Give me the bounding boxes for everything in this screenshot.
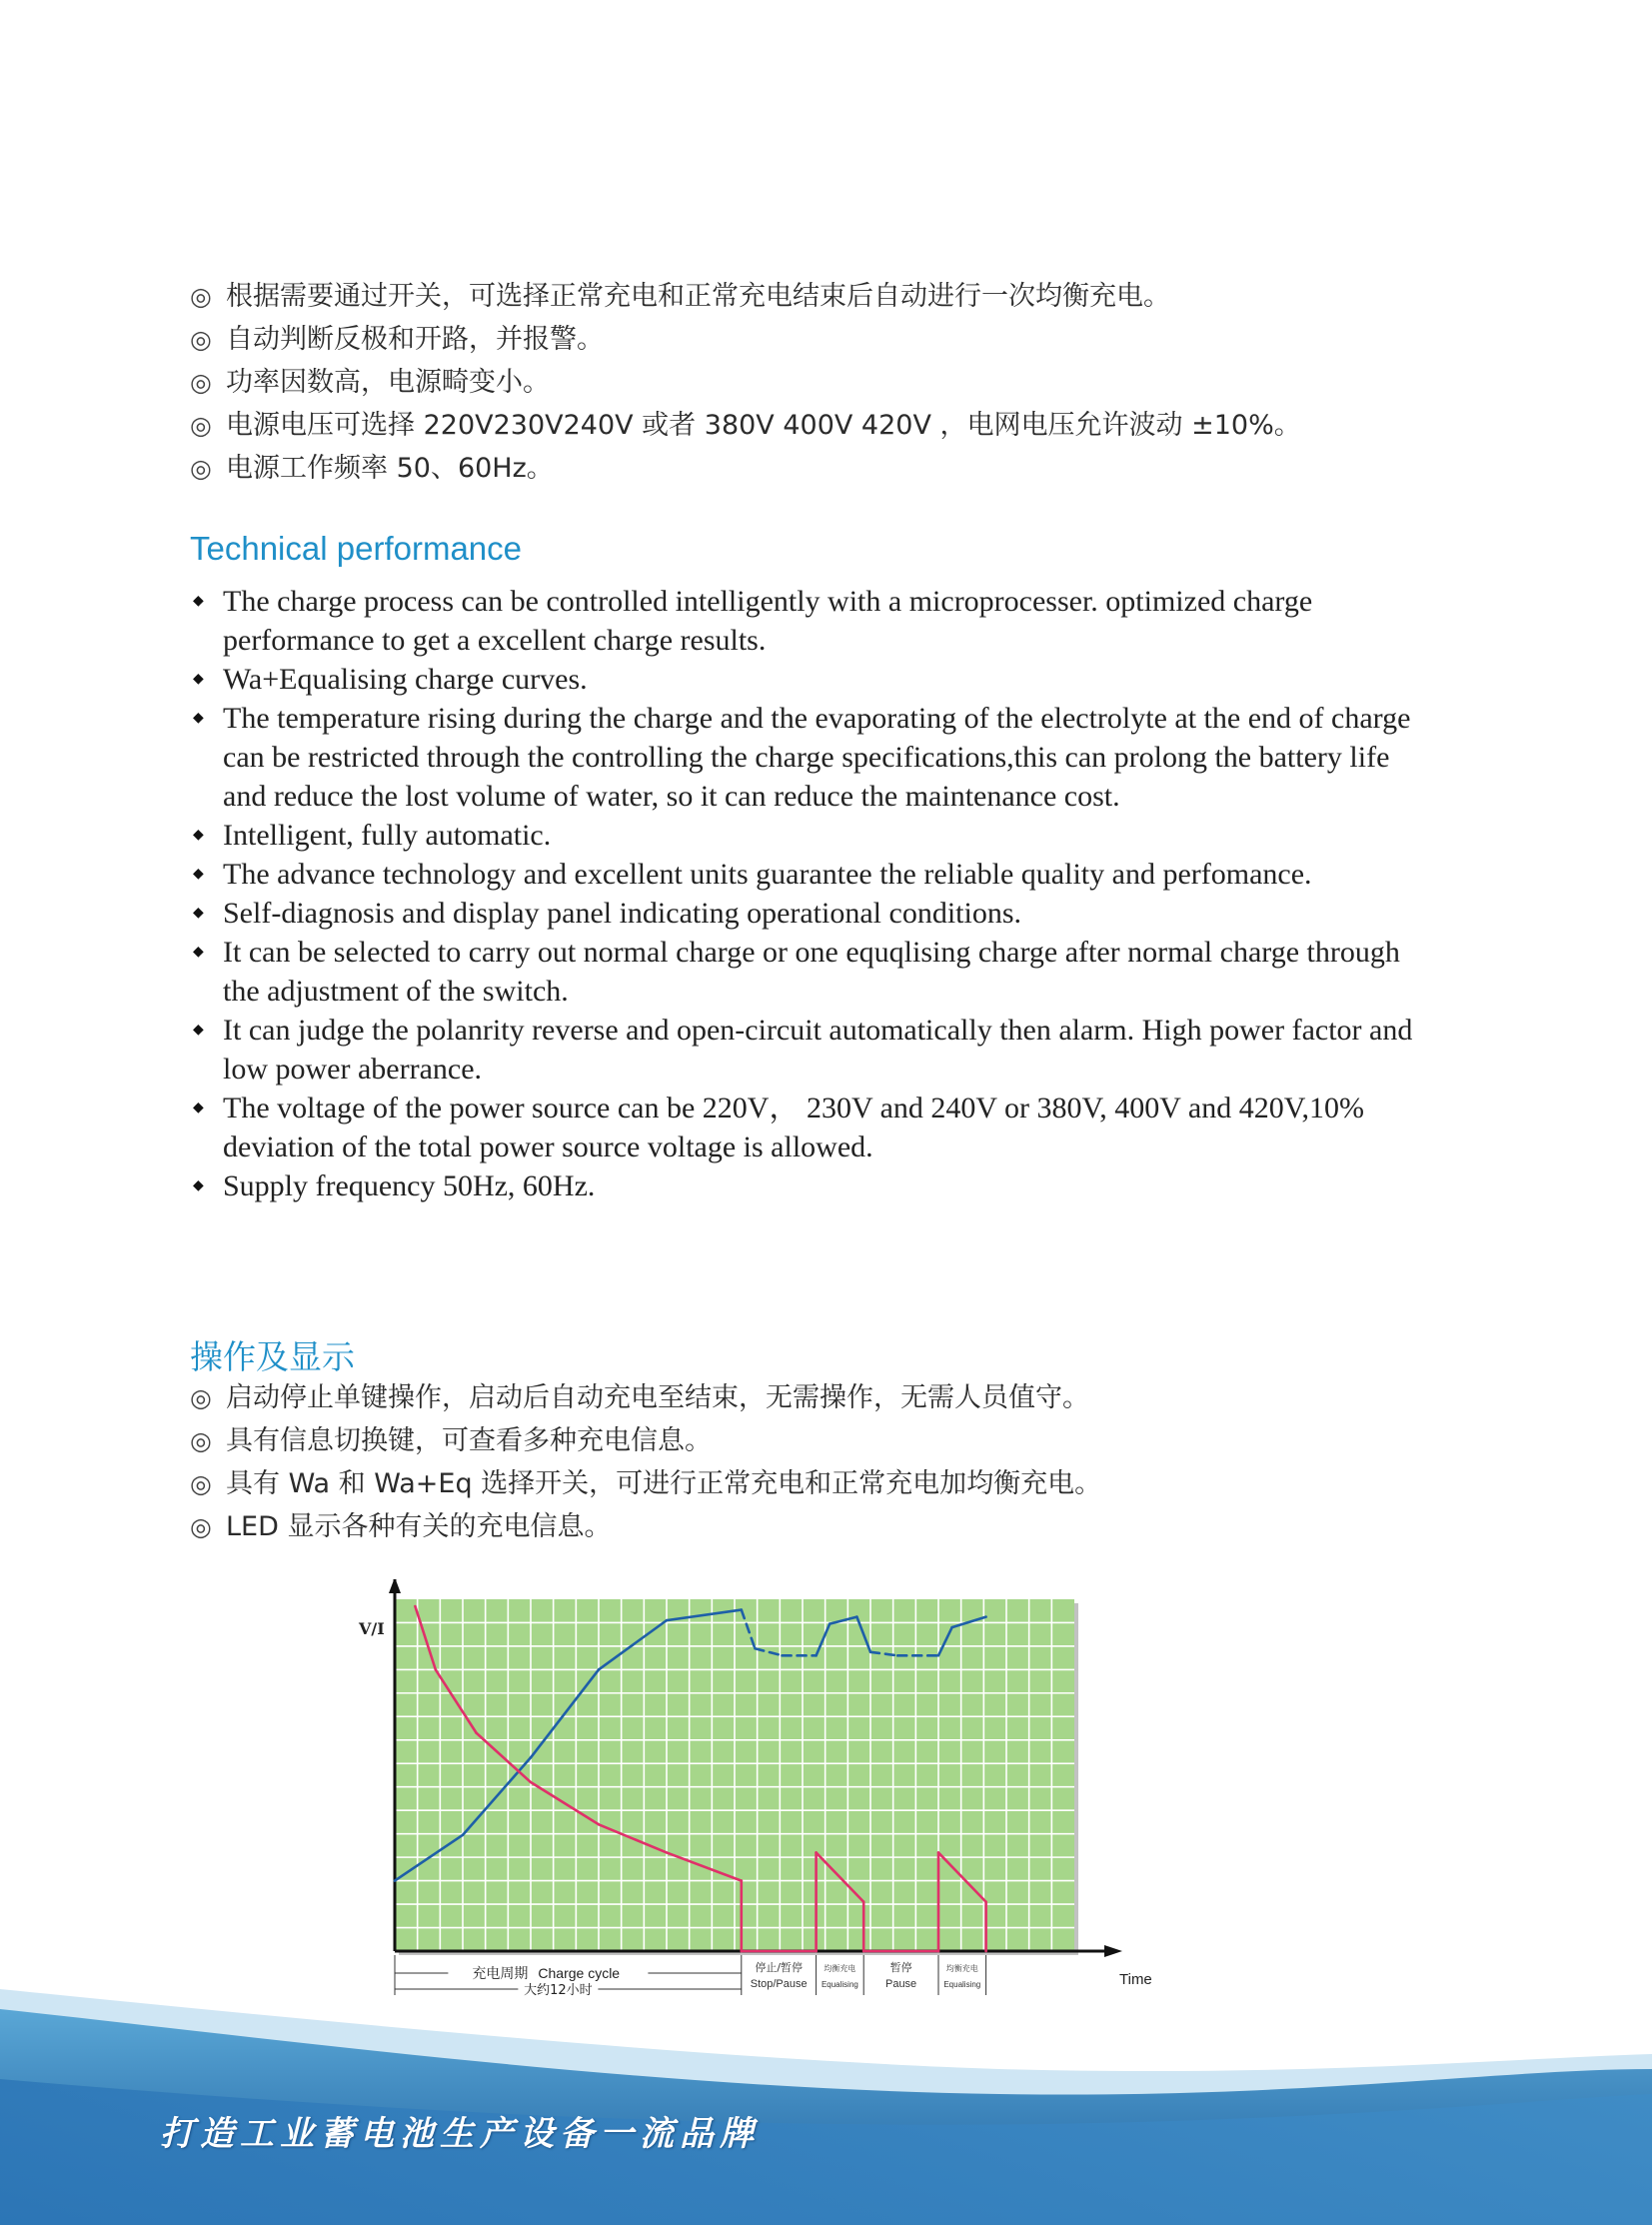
phase-label-cn: 均衡充电 xyxy=(824,1964,856,1973)
phase-label-en: Equalising xyxy=(821,1980,858,1989)
tech-item: ◆ The voltage of the power source can be 220V， 230V and 240V or 380V, 400V and 420V,10% deviation of the total power source voltage is allowed. xyxy=(190,1089,1439,1166)
list-item-text: 启动停止单键操作，启动后自动充电至结束，无需操作，无需人员值守。 xyxy=(226,1382,1089,1413)
feature-item-cn xyxy=(190,404,1301,447)
operation-item xyxy=(190,1505,1101,1548)
circle-bullet-icon: ◎ xyxy=(190,325,212,354)
list-item-text: 功率因数高，电源畸变小。 xyxy=(226,367,550,398)
features-cn-list xyxy=(190,275,1301,490)
phase-label-cn: 暂停 xyxy=(889,1961,912,1974)
circle-bullet-icon: ◎ xyxy=(190,1512,212,1541)
tech-item: ◆ Supply frequency 50Hz, 60Hz. xyxy=(190,1166,1439,1205)
operation-item xyxy=(190,1462,1101,1505)
circle-bullet-icon: ◎ xyxy=(190,1426,212,1455)
list-item-text: LED 显示各种有关的充电信息。 xyxy=(226,1511,612,1542)
circle-bullet-icon: ◎ xyxy=(190,411,212,440)
circle-bullet-icon: ◎ xyxy=(190,1383,212,1412)
phase-label-en: Pause xyxy=(884,1978,917,1990)
y-axis-arrow xyxy=(389,1579,401,1593)
phase-label-en: Stop/Pause xyxy=(750,1978,808,1990)
charge-curve-chart xyxy=(340,1579,1179,1999)
list-item-text: 电源工作频率 50、60Hz。 xyxy=(226,453,554,484)
tech-performance-list xyxy=(190,582,1439,1205)
list-item-text: 自动判断反极和开路，并报警。 xyxy=(226,324,604,355)
x-axis-arrow xyxy=(1104,1945,1122,1957)
tech-item: ◆ Wa+Equalising charge curves. xyxy=(190,660,1439,699)
tech-item: ◆ It can be selected to carry out normal charge or one equqlising charge after normal charge through the adjustment of the switch. xyxy=(190,933,1439,1011)
phase-duration: 大约12小时 xyxy=(524,1983,593,1998)
x-axis-label: Time xyxy=(1119,1971,1152,1988)
operation-display-title: 操作及显示 xyxy=(190,1338,355,1375)
operation-item xyxy=(190,1376,1101,1419)
tech-item: ◆ It can judge the polanrity reverse and open-circuit automatically then alarm. High power factor and low power aberrance. xyxy=(190,1011,1439,1089)
y-axis-label: V/I xyxy=(359,1619,385,1638)
tech-item: ◆ The advance technology and excellent units guarantee the reliable quality and perfomance. xyxy=(190,855,1439,894)
phase-label-en: Equalising xyxy=(943,1980,981,1989)
phase-label-cn: 均衡充电 xyxy=(945,1964,978,1973)
tech-performance-title: Technical performance xyxy=(190,530,522,567)
tech-item: ◆ The temperature rising during the charge and the evaporating of the electrolyte at the end of charge can be restricted through the controlling the charge specifications,this can prolong the battery life and reduce the lost volume of water, so it can reduce the maintenance cost. xyxy=(190,699,1439,816)
feature-item-cn xyxy=(190,275,1301,318)
feature-item-cn xyxy=(190,447,1301,490)
list-item-text: 具有 Wa 和 Wa+Eq 选择开关，可进行正常充电和正常充电加均衡充电。 xyxy=(226,1468,1102,1499)
slogan-text: 打造工业蓄电池生产设备一流品牌 xyxy=(160,2114,760,2154)
feature-item-cn xyxy=(190,361,1301,404)
tech-item: ◆ Self-diagnosis and display panel indicating operational conditions. xyxy=(190,894,1439,933)
phase-label-en: Charge cycle xyxy=(538,1965,621,1981)
circle-bullet-icon: ◎ xyxy=(190,454,212,483)
list-item-text: 具有信息切换键，可查看多种充电信息。 xyxy=(226,1425,712,1456)
tech-item: ◆ Intelligent, fully automatic. xyxy=(190,816,1439,855)
circle-bullet-icon: ◎ xyxy=(190,368,212,397)
operation-item xyxy=(190,1419,1101,1462)
operation-display-list xyxy=(190,1376,1101,1548)
phase-label-cn: 充电周期 xyxy=(472,1966,529,1982)
feature-item-cn xyxy=(190,318,1301,361)
circle-bullet-icon: ◎ xyxy=(190,1469,212,1498)
footer-wave xyxy=(0,1959,1652,2225)
list-item-text: 根据需要通过开关，可选择正常充电和正常充电结束后自动进行一次均衡充电。 xyxy=(226,281,1170,312)
list-item-text: 电源电压可选择 220V230V240V 或者 380V 400V 420V ，电网电压允许波动 ±10%。 xyxy=(226,410,1301,441)
circle-bullet-icon: ◎ xyxy=(190,282,212,311)
tech-item: ◆ The charge process can be controlled intelligently with a microprocesser. optimized charge performance to get a excellent charge results. xyxy=(190,582,1439,660)
phase-label-cn: 停止/暂停 xyxy=(755,1961,804,1974)
